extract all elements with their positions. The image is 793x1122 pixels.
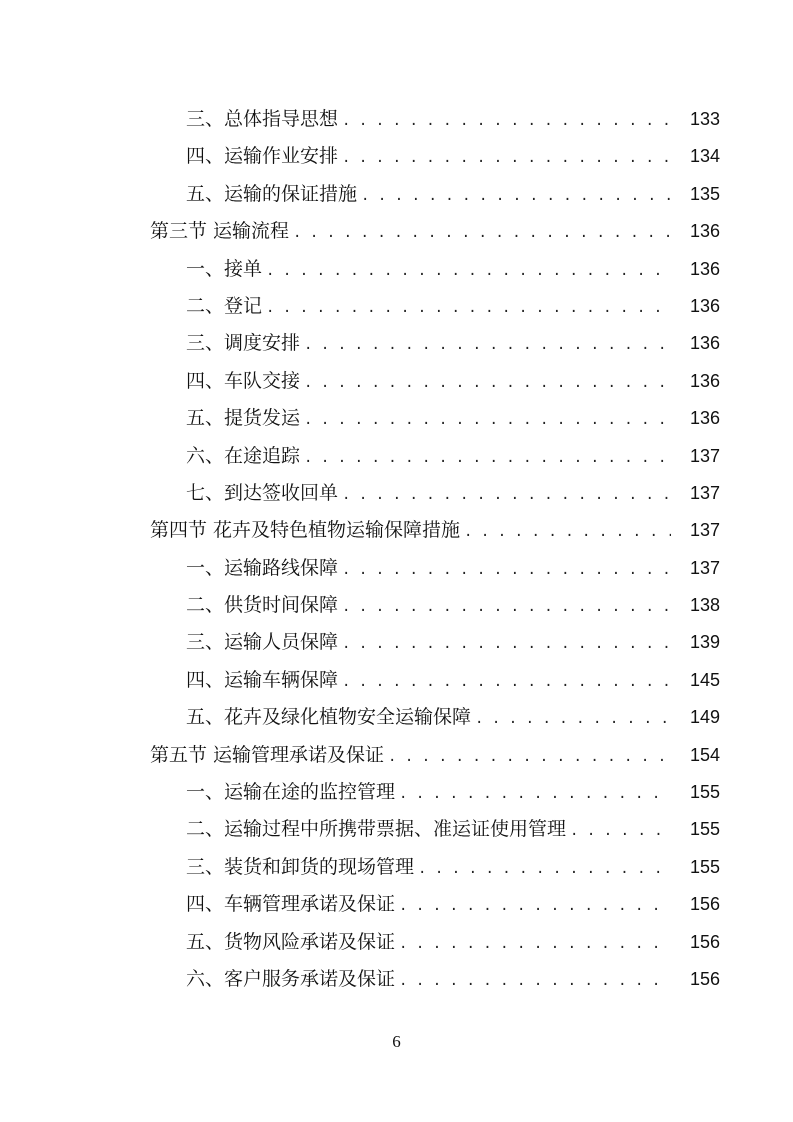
toc-entry-title: 四、车辆管理承诺及保证 bbox=[186, 893, 396, 916]
toc-entry-page: 145 bbox=[689, 669, 720, 690]
toc-entry-page: 156 bbox=[689, 968, 720, 989]
toc-entry-page: 156 bbox=[689, 894, 720, 915]
leader-dots bbox=[304, 372, 671, 394]
toc-entry[interactable] bbox=[0, 923, 793, 960]
toc-entry-page: 149 bbox=[689, 707, 720, 728]
toc-entry-page: 136 bbox=[689, 258, 720, 279]
toc-entry-page: 139 bbox=[689, 632, 720, 653]
leader-dots bbox=[304, 447, 671, 469]
toc-entry[interactable] bbox=[0, 287, 793, 324]
toc-entry[interactable] bbox=[0, 175, 793, 212]
toc-entry-title: 一、运输在途的监控管理 bbox=[186, 781, 396, 804]
toc-entry[interactable] bbox=[0, 137, 793, 174]
toc-entry[interactable] bbox=[0, 773, 793, 810]
toc-entry-title: 五、运输的保证措施 bbox=[186, 182, 358, 205]
leader-dots bbox=[342, 484, 671, 506]
toc-entry-title: 第四节 花卉及特色植物运输保障措施 bbox=[150, 519, 461, 542]
toc-section-entry[interactable] bbox=[0, 736, 793, 773]
toc-entry[interactable] bbox=[0, 100, 793, 137]
leader-dots bbox=[342, 559, 671, 581]
leader-dots bbox=[570, 820, 671, 842]
table-of-contents bbox=[0, 100, 793, 997]
leader-dots bbox=[464, 521, 671, 543]
toc-entry[interactable] bbox=[0, 960, 793, 997]
toc-entry-title: 四、运输车辆保障 bbox=[186, 668, 339, 691]
toc-entry-page: 155 bbox=[689, 856, 720, 877]
leader-dots bbox=[342, 110, 671, 132]
leader-dots bbox=[342, 671, 671, 693]
toc-entry-title: 三、调度安排 bbox=[186, 332, 301, 355]
leader-dots bbox=[266, 260, 671, 282]
leader-dots bbox=[418, 858, 671, 880]
toc-entry-title: 四、车队交接 bbox=[186, 369, 301, 392]
toc-entry[interactable] bbox=[0, 474, 793, 511]
toc-entry-title: 七、到达签收回单 bbox=[186, 481, 339, 504]
toc-entry[interactable] bbox=[0, 250, 793, 287]
toc-entry-page: 137 bbox=[689, 520, 720, 541]
toc-entry-title: 四、运输作业安排 bbox=[186, 145, 339, 168]
toc-entry-page: 137 bbox=[689, 482, 720, 503]
toc-entry-title: 五、花卉及绿化植物安全运输保障 bbox=[186, 706, 472, 729]
toc-entry-page: 134 bbox=[689, 146, 720, 167]
toc-entry-title: 第五节 运输管理承诺及保证 bbox=[150, 743, 385, 766]
leader-dots bbox=[342, 147, 671, 169]
toc-entry-title: 三、运输人员保障 bbox=[186, 631, 339, 654]
toc-entry-page: 155 bbox=[689, 782, 720, 803]
leader-dots bbox=[293, 222, 671, 244]
leader-dots bbox=[399, 970, 671, 992]
toc-entry[interactable] bbox=[0, 362, 793, 399]
leader-dots bbox=[399, 783, 671, 805]
toc-entry-title: 二、运输过程中所携带票据、准运证使用管理 bbox=[186, 818, 567, 841]
leader-dots bbox=[361, 185, 671, 207]
toc-entry[interactable] bbox=[0, 586, 793, 623]
leader-dots bbox=[304, 334, 671, 356]
leader-dots bbox=[304, 409, 671, 431]
toc-entry-page: 133 bbox=[689, 109, 720, 129]
toc-entry[interactable] bbox=[0, 399, 793, 436]
toc-entry[interactable] bbox=[0, 324, 793, 361]
toc-entry-title: 二、供货时间保障 bbox=[186, 594, 339, 617]
leader-dots bbox=[342, 596, 671, 618]
toc-section-entry[interactable] bbox=[0, 212, 793, 249]
leader-dots bbox=[399, 895, 671, 917]
toc-entry-page: 154 bbox=[689, 744, 720, 765]
toc-entry-page: 135 bbox=[689, 183, 720, 204]
toc-entry-title: 一、接单 bbox=[186, 257, 263, 280]
toc-entry-title: 六、在途追踪 bbox=[186, 444, 301, 467]
toc-entry-page: 136 bbox=[689, 370, 720, 391]
toc-entry[interactable] bbox=[0, 549, 793, 586]
leader-dots bbox=[388, 746, 671, 768]
toc-section-entry[interactable] bbox=[0, 511, 793, 548]
toc-entry-title: 第三节 运输流程 bbox=[150, 220, 290, 243]
toc-entry-page: 136 bbox=[689, 221, 720, 242]
toc-entry-page: 138 bbox=[689, 595, 720, 616]
toc-entry-page: 136 bbox=[689, 408, 720, 429]
toc-entry[interactable] bbox=[0, 698, 793, 735]
toc-entry-page: 137 bbox=[689, 445, 720, 466]
page-number: 6 bbox=[392, 1032, 401, 1051]
toc-entry-title: 三、总体指导思想 bbox=[186, 108, 339, 130]
toc-entry[interactable] bbox=[0, 848, 793, 885]
toc-entry[interactable] bbox=[0, 623, 793, 660]
toc-entry-page: 155 bbox=[689, 819, 720, 840]
leader-dots bbox=[399, 933, 671, 955]
toc-entry-title: 三、装货和卸货的现场管理 bbox=[186, 855, 415, 878]
leader-dots bbox=[475, 708, 671, 730]
toc-entry[interactable] bbox=[0, 885, 793, 922]
toc-entry-page: 156 bbox=[689, 931, 720, 952]
toc-entry-page: 137 bbox=[689, 557, 720, 578]
toc-entry[interactable] bbox=[0, 661, 793, 698]
toc-entry[interactable] bbox=[0, 810, 793, 847]
leader-dots bbox=[342, 633, 671, 655]
toc-entry-page: 136 bbox=[689, 295, 720, 316]
toc-entry-title: 六、客户服务承诺及保证 bbox=[186, 967, 396, 990]
toc-entry-title: 二、登记 bbox=[186, 294, 263, 317]
toc-entry[interactable] bbox=[0, 437, 793, 474]
toc-entry-title: 五、提货发运 bbox=[186, 407, 301, 430]
toc-entry-page: 136 bbox=[689, 333, 720, 354]
toc-entry-title: 五、货物风险承诺及保证 bbox=[186, 930, 396, 953]
leader-dots bbox=[266, 297, 671, 319]
toc-entry-title: 一、运输路线保障 bbox=[186, 556, 339, 579]
